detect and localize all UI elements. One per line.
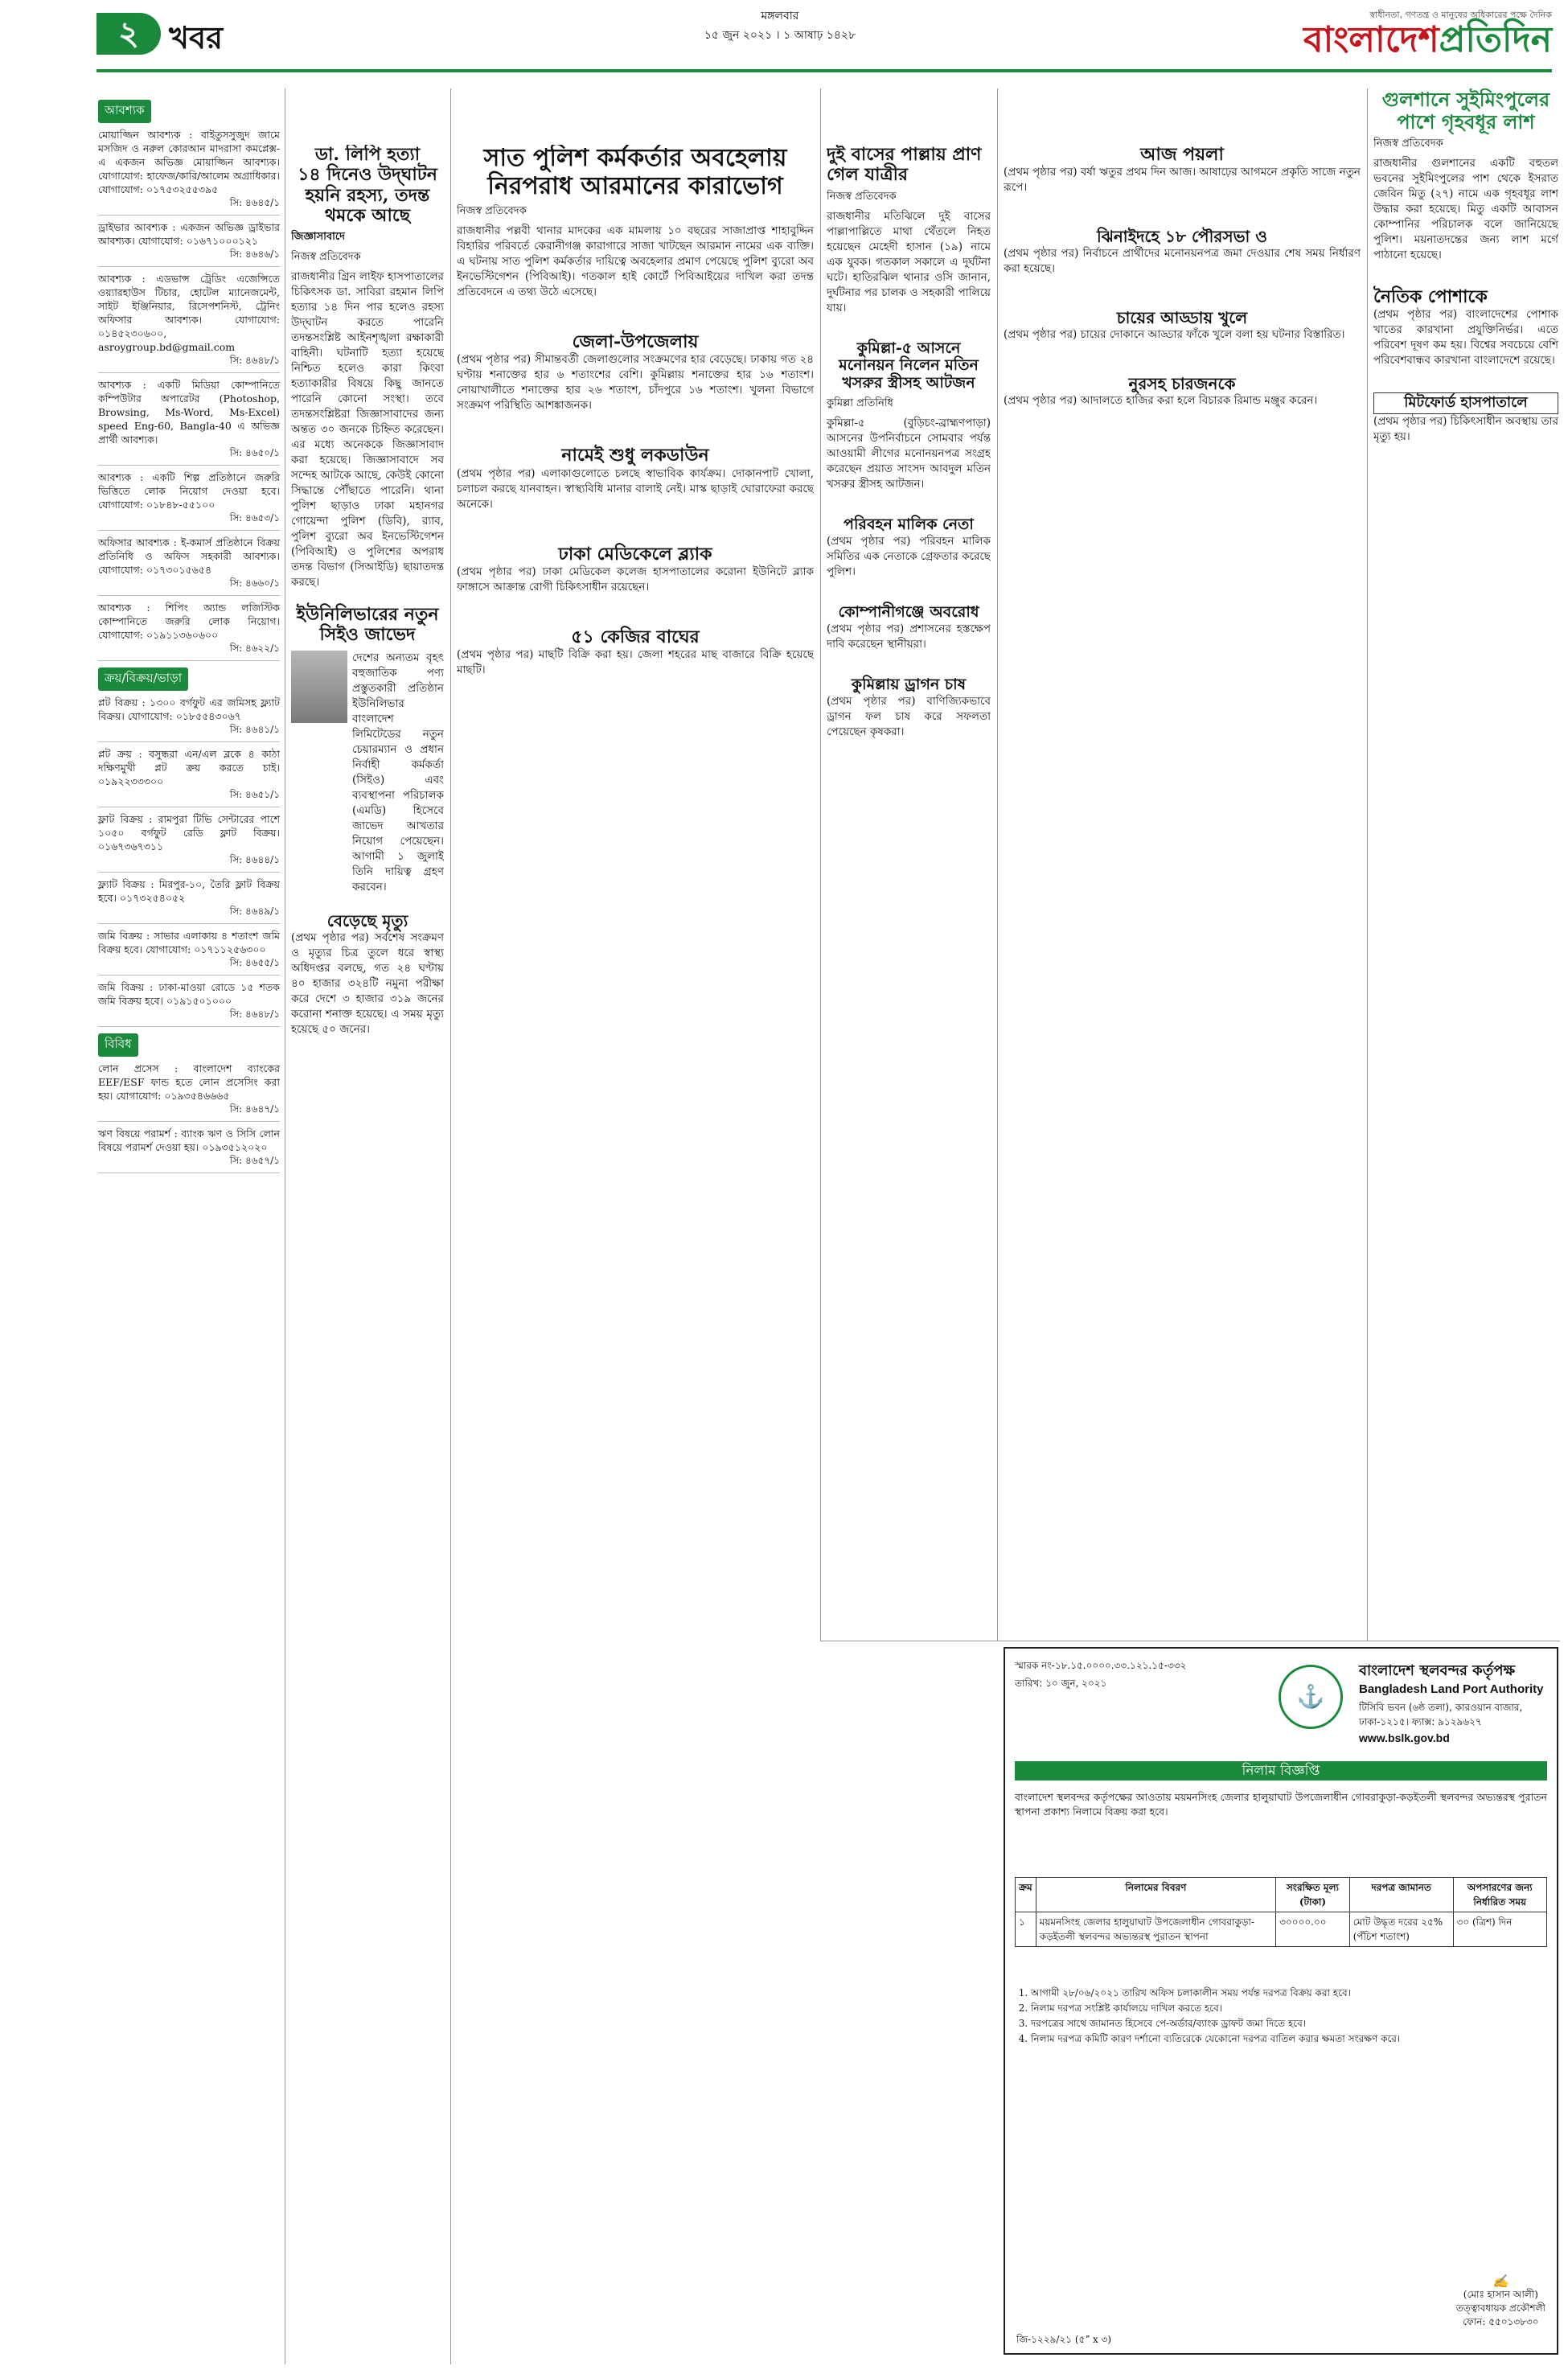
classified-ad bbox=[98, 267, 280, 373]
article-byline: নিজস্ব প্রতিবেদক bbox=[457, 205, 527, 217]
article-headline: নৈতিক পোশাকে bbox=[1373, 286, 1488, 308]
article-headline: গুলশানে সুইমিংপুলের পাশে গৃহবধূর লাশ bbox=[1381, 88, 1550, 133]
classified-ad bbox=[98, 596, 280, 661]
article-byline: নিজস্ব প্রতিবেদক bbox=[291, 251, 361, 264]
edition-day: মঙ্গলবার bbox=[761, 10, 799, 23]
brand-logo bbox=[1198, 19, 1552, 61]
table-header-cell: অপসারণের জন্য নির্ধারিত সময় bbox=[1453, 1878, 1546, 1912]
classified-ad bbox=[98, 742, 280, 807]
article-byline: জিজ্ঞাসাবাদে bbox=[291, 231, 345, 244]
article-body: (প্রথম পৃষ্ঠার পর) বর্ষা ঋতুর প্রথম দিন আজ। আষাঢ়ের আগমনে প্রকৃতি সাজে নতুন রূপে। bbox=[1004, 166, 1361, 195]
article-headline: মিটফোর্ড হাসপাতালে bbox=[1373, 392, 1558, 414]
classified-code: সি: ৪৬২২/১ bbox=[229, 643, 280, 654]
classified-code: সি: ৪৬৫৭/১ bbox=[229, 1155, 280, 1166]
article-body: রাজধানীর গ্রিন লাইফ হাসপাতালের চিকিৎসক ডা. সাবিরা রহমান লিপি হত্যার ১৪ দিন পার হলেও রহস্য উদ্‌ঘাটন করতে পারেনি তদন্তসংশ্লিষ্ট আইনশৃঙ্খলা রক্ষাকারী বাহিনী। ঘটনাটি হত্যা হয়েছে নিশ্চিত হলেও কারা কিংবা হত্যাকারীর বিষয়ে কিছু জানতে পারেনি কোনো সংস্থা। তবে তদন্তসংশ্লিষ্টরা জিজ্ঞাসাবাদের জন্য অন্তত ৩০ জনকে চিহ্নিত করেছেন। এর মধ্যে অনেককে জিজ্ঞাসাবাদ করা হয়েছে। জিজ্ঞাসাবাদে সব সন্দেহ আটকে আছে, কেউই কোনো সিদ্ধান্তে পৌঁছাতে পারেনি। থানা পুলিশ ছাড়াও ঢাকা মহানগর গোয়েন্দা পুলিশ (ডিবি), র‌্যাব, পুলিশ ব্যুরো অব ইনভেস্টিগেশন (পিবিআই) ও পুলিশের অপরাধ তদন্ত বিভাগ (সিআইডি) ছায়াতদন্ত করছে। bbox=[291, 270, 444, 589]
classified-code: সি: ৪৬৪৮/১ bbox=[229, 355, 280, 366]
classified-ad bbox=[98, 216, 280, 267]
article-body: (প্রথম পৃষ্ঠার পর) বাণিজ্যিকভাবে ড্রাগন ফল চাষ করে সফলতা পেয়েছেন কৃষকরা। bbox=[827, 694, 991, 738]
article-body: (প্রথম পৃষ্ঠার পর) নির্বাচনে প্রার্থীদের মনোনয়নপত্র জমা দেওয়ার শেষ সময় নির্ধারণ করা হয়েছে। bbox=[1004, 247, 1361, 276]
article-body: রাজধানীর পল্লবী থানার মাদকের এক মামলায় ১০ বছরের সাজাপ্রাপ্ত শাহাবুদ্দিন বিহারির পরিবর্তে কেরানীগঞ্জ কারাগারে সাজা খাটছেন আরমান নামের এক ব্যক্তি। এ ঘটনায় সাত পুলিশ কর্মকর্তার দায়িত্বে অবহেলার প্রমাণ পেয়েছে পুলিশ ব্যুরো অব ইনভেস্টিগেশন (পিবিআই)। গতকাল হাই কোর্টে পিবিআইয়ের দাখিল করা তদন্ত প্রতিবেদনে এ তথ্য উঠে এসেছে। bbox=[457, 224, 814, 298]
article-lead bbox=[457, 145, 814, 2348]
article-headline: ইউনিলিভারের নতুন সিইও জাভেদ bbox=[296, 604, 439, 646]
classified-text: ফ্লাট বিক্রয় : রামপুরা টিভি সেন্টারের পাশে ১০৫০ বর্গফুট রেডি ফ্লাট বিক্রয়। ০১৬৭৩৬৭৩১১ bbox=[98, 813, 280, 852]
ad-date: তারিখ: ১০ জুন, ২০২১ bbox=[1015, 1678, 1107, 1689]
classified-code: সি: ৪৬৪৫/১ bbox=[229, 197, 280, 208]
article-body: রাজধানীর গুলশানের একটি বহুতল ভবনের সুইমিংপুলের পাশ থেকে ইসরাত জেবিন মিতু (২৭) নামে এক গৃহবধূর লাশ উদ্ধার করা হয়েছে। মিতু একটি আবাসন কোম্পানির পরিচালক বলে জানিয়েছে পুলিশ। ময়নাতদন্তের জন্য লাশ মর্গে পাঠানো হয়েছে। bbox=[1373, 157, 1558, 262]
article-headline: ডা. লিপি হত্যা ১৪ দিনেও উদ্‌ঘাটন হয়নি রহস্য, তদন্ত থমকে আছে bbox=[298, 145, 437, 226]
article-body: (প্রথম পৃষ্ঠার পর) চায়ের দোকানে আড্ডার ফাঁকে খুলে বলা হয় ঘটনার বিস্তারিত। bbox=[1004, 328, 1345, 342]
classified-text: ফ্ল্যাট বিক্রয় : মিরপুর-১০, তৈরি ফ্লাট বিক্রয় হবে। ০১৭৩২৫৪০৫২ bbox=[98, 878, 280, 904]
classified-text: ড্রাইভার আবশ্যক : একজন অভিজ্ঞ ড্রাইভার আবশ্যক। যোগাযোগ: ০১৬৭১০০০১২১ bbox=[98, 221, 280, 247]
classified-text: আবশ্যক : এডভান্স ট্রেডিং এজেন্সিতে ওয়্যারহাউস টিচার, হোটেল ম্যানেজমেন্ট, সাইট ইঞ্জিনিয়ার, রিসেপশনিস্ট, ট্রেনিং অফিসার আবশ্যক। যোগাযোগ: ০১৪৫২৩০৬০০, asroygroup.bd@gmail.com bbox=[98, 273, 280, 353]
classified-heading: আবশ্যক bbox=[98, 100, 151, 123]
column-rule bbox=[997, 88, 998, 1641]
article-body: (প্রথম পৃষ্ঠার পর) সর্বশেষ সংক্রমণ ও মৃত্যুর চিত্র তুলে ধরে স্বাস্থ্য অধিদপ্তর বলছে, গত ২৪ ঘণ্টায় ৪০ হাজার ৩২৪টি নমুনা পরীক্ষা করে দেশে ৩ হাজার ৩১৯ জনের করোনা শনাক্ত হয়েছে। এ সময় মৃত্যু হয়েছে ৫০ জনের। bbox=[291, 930, 444, 1036]
table-header-cell: সংরক্ষিত মূল্য (টাকা) bbox=[1276, 1878, 1350, 1912]
classified-ad bbox=[98, 691, 280, 742]
classified-text: আবশ্যক : একটি মিডিয়া কোম্পানিতে কম্পিউটার অপারেটর (Photoshop, Browsing, Ms-Word, Ms-Excel) speed Eng-60, Bangla-40 এ অভিজ্ঞ প্রার্থী আবশ্যক। bbox=[98, 379, 280, 446]
ad-org-name-en: Bangladesh Land Port Authority bbox=[1359, 1682, 1544, 1696]
portrait-photo bbox=[291, 651, 347, 723]
ad-org-name: বাংলাদেশ স্থলবন্দর কর্তৃপক্ষ bbox=[1359, 1662, 1516, 1679]
classified-text: প্লট বিক্রয় : ১৩০০ বর্গফুট এর জমিসহ ফ্ল্যাট বিক্রয়। যোগাযোগ: ০১৮৫৫৪৩০৬৭ bbox=[98, 696, 280, 722]
article-headline: চায়ের আড্ডায় খুলে bbox=[1116, 308, 1248, 328]
classified-ad bbox=[98, 373, 280, 466]
classified-code: সি: ৪৬৪৬/১ bbox=[229, 248, 280, 260]
article-headline: বেড়েছে মৃত্যু bbox=[326, 910, 408, 930]
article-body: (প্রথম পৃষ্ঠার পর) প্রশাসনের হস্তক্ষেপ দাবি করেছেন স্থানীয়রা। bbox=[827, 622, 991, 651]
article-body: (প্রথম পৃষ্ঠার পর) এলাকাগুলোতে চলছে স্বাভাবিক কার্যক্রম। দোকানপাট খোলা, চলাচল করছে যানবাহন। স্বাস্থ্যবিধি মানার বালাই নেই। মাস্ক ছাড়াই ঘোরাফেরা করছে অনেকে। bbox=[457, 466, 814, 511]
ad-signer: (মোঃ হাসান আলী) bbox=[1463, 2289, 1538, 2300]
article-headline: দুই বাসের পাল্লায় প্রাণ গেল যাত্রীর bbox=[827, 145, 982, 186]
classified-code: সি: ৪৬৫০/১ bbox=[229, 447, 280, 458]
ad-note-item: 2. নিলাম দরপত্র সংশ্লিষ্ট কার্যালয়ে দাখিল করতে হবে। bbox=[1031, 2002, 1547, 2015]
classified-code: সি: ৪৬৪১/১ bbox=[229, 724, 280, 735]
classified-text: আবশ্যক : শিপিং অ্যান্ড লজিস্টিক কোম্পানিতে জরুরি লোক নিয়োগ। যোগাযোগ: ০১৯১১৩৬০৬০০ bbox=[98, 602, 280, 641]
classified-code: সি: ৪৬৬০/১ bbox=[229, 577, 280, 589]
ad-designation: তত্ত্বাবধায়ক প্রকৌশলী bbox=[1455, 2302, 1545, 2314]
ad-note-item: 4. নিলাম দরপত্র কমিটি কারণ দর্শানো ব্যতিরেকে যেকোনো দরপত্র বাতিল করার ক্ষমতা সংরক্ষণ করে। bbox=[1031, 2032, 1547, 2046]
classified-ad bbox=[98, 873, 280, 924]
classified-list bbox=[98, 123, 280, 661]
article-lipi-murder bbox=[291, 145, 444, 2348]
article-body: (প্রথম পৃষ্ঠার পর) বাংলাদেশের পোশাক খাতের কারখানা প্রযুক্তিনির্ভর। এতে পরিবেশ দূষণ কম হয়। বিশ্বের সবচেয়ে বেশি পরিবেশবান্ধব কারখানা বাংলাদেশে রয়েছে। bbox=[1373, 308, 1558, 368]
article-headline: ৫১ কেজির বাঘের bbox=[571, 626, 700, 647]
article-body: রাজধানীর মতিঝিলে দুই বাসের পাল্লাপাল্লিতে মাথা থেঁতলে নিহত হয়েছেন মেহেদী হাসান (১৯) নামে এক যুবক। গতকাল সকালে এ দুর্ঘটনা ঘটে। হাতিরঝিল থানার ওসি জানান, দুর্ঘটনার পর চালক ও সহকারী পালিয়ে যায়। bbox=[827, 209, 991, 314]
article-col6 bbox=[1373, 88, 1558, 1633]
article-headline: ঝিনাইদহে ১৮ পৌরসভা ও bbox=[1097, 227, 1267, 247]
lead-headline: সাত পুলিশ কর্মকর্তার অবহেলায় নিরপরাধ আরমানের কারাভোগ bbox=[483, 145, 787, 200]
ad-phone: ফোন: ৫৫০১৩৮৩০ bbox=[1463, 2316, 1539, 2327]
article-byline: কুমিল্লা প্রতিনিধি bbox=[827, 397, 893, 410]
ad-gd-code: জি-১২২৯/২১ (৫ˮ x ৩) bbox=[1016, 2334, 1112, 2345]
classified-ad bbox=[98, 466, 280, 531]
article-headline: নামেই শুধু লকডাউন bbox=[561, 445, 709, 466]
article-headline: ঢাকা মেডিকেলে ব্ল্যাক bbox=[558, 543, 712, 565]
article-byline: নিজস্ব প্রতিবেদক bbox=[827, 190, 897, 203]
classified-code: সি: ৪৬৪৯/১ bbox=[229, 906, 280, 917]
article-col5 bbox=[1004, 145, 1361, 1633]
column-rule bbox=[450, 88, 451, 2364]
signature-mark: ✍ bbox=[1492, 2273, 1509, 2289]
classified-text: লোন প্রসেস : বাংলাদেশ ব্যাংকের EEF/ESF ফান্ড হতে লোন প্রসেসিং করা হয়। যোগাযোগ: ০১৯৩৫৪৬৬৬৫ bbox=[98, 1062, 280, 1102]
article-bus-race bbox=[827, 145, 991, 1633]
article-headline: কোম্পানীগঞ্জে অবরোধ bbox=[838, 602, 979, 621]
section-title: খবর bbox=[169, 19, 224, 55]
article-body: (প্রথম পৃষ্ঠার পর) আদালতে হাজির করা হলে বিচারক রিমান্ড মঞ্জুর করেন। bbox=[1004, 394, 1318, 408]
article-headline: কুমিল্লায় ড্রাগন চাষ bbox=[851, 675, 967, 693]
ad-body: বাংলাদেশ স্থলবন্দর কর্তৃপক্ষের আওতায় ময়মনসিংহ জেলার হালুয়াঘাট উপজেলাধীন গোবরাকুড়া-কড়ইতলী স্থলবন্দর অভ্যন্তরস্থ পুরাতন স্থাপনা প্রকাশ্য নিলামে বিক্রয় করা হবে। bbox=[1015, 1791, 1547, 1817]
classified-ad bbox=[98, 1122, 280, 1173]
article-body: (প্রথম পৃষ্ঠার পর) পরিবহন মালিক সমিতির এক নেতাকে গ্রেফতার করেছে পুলিশ। bbox=[827, 534, 991, 578]
table-cell: ৩০০০০.০০ bbox=[1276, 1912, 1350, 1947]
classified-code: সি: ৪৬৫১/১ bbox=[229, 789, 280, 800]
classified-list bbox=[98, 691, 280, 1027]
ad-signature bbox=[1456, 2274, 1545, 2329]
page-number-badge: ২ bbox=[96, 13, 161, 55]
article-body: (প্রথম পৃষ্ঠার পর) ঢাকা মেডিকেল কলেজ হাসপাতালের করোনা ইউনিটে ব্ল্যাক ফাঙ্গাসে আক্রান্ত রোগী চিকিৎসাধীন রয়েছেন। bbox=[457, 565, 814, 594]
article-body: দেশের অন্যতম বৃহৎ বহুজাতিক পণ্য প্রস্তুতকারী প্রতিষ্ঠান ইউনিলিভার বাংলাদেশ লিমিটেডের নতুন চেয়ারম্যান ও প্রধান নির্বাহী কর্মকর্তা (সিইও) এবং ব্যবস্থাপনা পরিচালক (এমডি) হিসেবে জাভেদ আখতার নিয়োগ পেয়েছেন। আগামী ১ জুলাই তিনি দায়িত্ব গ্রহণ করবেন। bbox=[352, 651, 444, 893]
auction-table bbox=[1015, 1877, 1547, 1947]
classified-text: জমি বিক্রয় : ঢাকা-মাওয়া রোডে ১৫ শতক জমি বিক্রয় হবে। ০১৯১৫০১০০০ bbox=[98, 981, 280, 1007]
classified-ad bbox=[98, 807, 280, 873]
classified-code: সি: ৪৬৪৭/১ bbox=[229, 1103, 280, 1115]
classified-ad bbox=[98, 1057, 280, 1122]
brand-red: বাংলাদেশ bbox=[1303, 19, 1439, 60]
column-rule bbox=[1367, 88, 1368, 1641]
table-cell: মোট উদ্ধৃত দরের ২৫% (পঁচিশ শতাংশ) bbox=[1349, 1912, 1453, 1947]
brand-tagline: স্বাধীনতা, গণতন্ত্র ও মানুষের অধিকারের পক্ষে দৈনিক bbox=[1369, 10, 1552, 20]
classifieds-column bbox=[98, 100, 280, 1173]
article-headline: কুমিল্লা-৫ আসনে মনোনয়ন নিলেন মতিন খসরুর স্ত্রীসহ আটজন bbox=[839, 339, 979, 392]
ad-address: টিসিবি ভবন (৬ষ্ঠ তলা), কারওয়ান বাজার, ঢাকা-১২১৫। ফ্যাক্স: ৯১২৯৬২৭ bbox=[1359, 1702, 1523, 1727]
auction-notice-ad bbox=[1004, 1647, 1558, 2355]
article-headline: পরিবহন মালিক নেতা bbox=[844, 515, 974, 534]
classified-ad bbox=[98, 975, 280, 1027]
article-body: (প্রথম পৃষ্ঠার পর) মাছটি বিক্রি করা হয়। জেলা শহরের মাছ বাজারে বিক্রি হয়েছে মাছটি। bbox=[457, 648, 814, 677]
classified-text: ঋণ বিষয়ে পরামর্শ : ব্যাংক ঋণ ও সিসি লোন বিষয়ে পরামর্শ দেওয়া হয়। ০১৯৩৫১২০২০ bbox=[98, 1127, 280, 1153]
article-headline: নুরসহ চারজনকে bbox=[1128, 374, 1236, 394]
classified-code: সি: ৪৬৫৩/১ bbox=[229, 512, 280, 524]
classified-ad bbox=[98, 123, 280, 216]
ad-note-item: 1. আগামী ২৮/০৬/২০২১ তারিখ অফিস চলাকালীন সময় পর্যন্ত দরপত্র বিক্রয় করা হবে। bbox=[1031, 1986, 1547, 2000]
land-port-logo-icon: ⚓ bbox=[1279, 1665, 1343, 1729]
table-header-cell: নিলামের বিবরণ bbox=[1036, 1878, 1275, 1912]
header-rule bbox=[96, 69, 1552, 72]
article-body: (প্রথম পৃষ্ঠার পর) সীমান্তবর্তী জেলাগুলোর সংক্রমণের হার বেড়েছে। ঢাকায় গত ২৪ ঘণ্টায় শনাক্তের হার ৬ শতাংশের বেশি। কুমিল্লায় শনাক্তের হার ১৬ শতাংশ। নোয়াখালীতে শনাক্তের হার ২৬ শতাংশ, চাঁদপুরে ১৬ শতাংশ। খুলনা বিভাগে সংক্রমণ পরিস্থিতি আশঙ্কাজনক। bbox=[457, 353, 814, 413]
table-cell: ময়মনসিংহ জেলার হালুয়াঘাট উপজেলাধীন গোবরাকুড়া-কড়ইতলী স্থলবন্দর অভ্যন্তরস্থ পুরাতন স্থাপনা bbox=[1036, 1912, 1275, 1947]
ad-note-item: 3. দরপত্রের সাথে জামানত হিসেবে পে-অর্ডার/ব্যাংক ড্রাফট জমা দিতে হবে। bbox=[1031, 2017, 1547, 2031]
column-rule bbox=[820, 88, 821, 1641]
classified-text: আবশ্যক : একটি শিল্প প্রতিষ্ঠানে জরুরি ভিত্তিতে লোক নিয়োগ দেওয়া হবে। যোগাযোগ: ০১৮৪৮-৫৫১০০ bbox=[98, 471, 280, 511]
classified-code: সি: ৪৬৫৫/১ bbox=[229, 957, 280, 968]
ad-ref-no: স্মারক নং-১৮.১৫.০০০০.৩৩.১২১.১৫-৩৩২ bbox=[1015, 1660, 1187, 1671]
classified-text: প্লট ক্রয় : বসুন্ধরা এন/এল ব্লকে ৪ কাঠা দক্ষিণমুখী প্লট ক্রয় করতে চাই। ০১৯২২৩৩৩০০ bbox=[98, 748, 280, 787]
ad-title: নিলাম বিজ্ঞপ্তি bbox=[1015, 1761, 1547, 1780]
classified-list bbox=[98, 1057, 280, 1173]
classified-text: অফিসার আবশ্যক : ই-কমার্স প্রতিষ্ঠানে বিক্রয় প্রতিনিধি ও অফিস সহকারী আবশ্যক। যোগাযোগ: ০১৭৩০১৫৬৫৪ bbox=[98, 536, 280, 576]
ad-notes bbox=[1015, 1986, 1547, 2047]
classified-code: সি: ৪৬৪৪/১ bbox=[229, 854, 280, 865]
article-body: কুমিল্লা-৫ (বুড়িচং-ব্রাহ্মণপাড়া) আসনের উপনির্বাচনে সোমবার পর্যন্ত আওয়ামী লীগের মনোনয়নপত্র সংগ্রহ করেছেন প্রয়াত সাংসদ আবদুল মতিন খসরুর স্ত্রীসহ আটজন। bbox=[827, 417, 991, 491]
article-headline: জেলা-উপজেলায় bbox=[572, 331, 699, 352]
classified-heading: বিবিধ bbox=[98, 1033, 138, 1057]
table-header-cell: ক্রম bbox=[1016, 1878, 1036, 1912]
article-byline: নিজস্ব প্রতিবেদক bbox=[1373, 138, 1443, 150]
table-header-cell: দরপত্র জামানত bbox=[1349, 1878, 1453, 1912]
ad-website: www.bslk.gov.bd bbox=[1359, 1731, 1450, 1744]
edition-date: ১৫ জুন ২০২১ । ১ আষাঢ় ১৪২৮ bbox=[704, 29, 856, 42]
classified-ad bbox=[98, 924, 280, 975]
article-body: (প্রথম পৃষ্ঠার পর) চিকিৎসাধীন অবস্থায় তার মৃত্যু হয়। bbox=[1373, 415, 1558, 444]
article-headline: আজ পয়লা bbox=[1140, 145, 1224, 165]
table-cell: ১ bbox=[1016, 1912, 1036, 1947]
classified-text: মোয়াজ্জিন আবশ্যক : বাইতুসসুজুদ জামে মসজিদ ও নরুল কোরআন মাদরাসা কমপ্লেক্স-এ একজন অভিজ্ঞ মোয়াজ্জিন আবশ্যক। যোগাযোগ: হাফেজ/কারি/আলেম অগ্রাধিকার। যোগাযোগ: ০১৭৫৩২৫৫৩৯৫ bbox=[98, 129, 280, 195]
classified-ad bbox=[98, 531, 280, 596]
brand-green: প্রতিদিন bbox=[1439, 19, 1552, 60]
table-cell: ৩০ (ত্রিশ) দিন bbox=[1453, 1912, 1546, 1947]
classified-heading: ক্রয়/বিক্রয়/ভাড়া bbox=[98, 667, 188, 691]
classified-code: সি: ৪৬৪৮/১ bbox=[229, 1008, 280, 1020]
classified-text: জমি বিক্রয় : সাভার এলাকায় ৪ শতাংশ জমি বিক্রয় হবে। যোগাযোগ: ০১৭১১২৫৬৩০০ bbox=[98, 930, 280, 955]
